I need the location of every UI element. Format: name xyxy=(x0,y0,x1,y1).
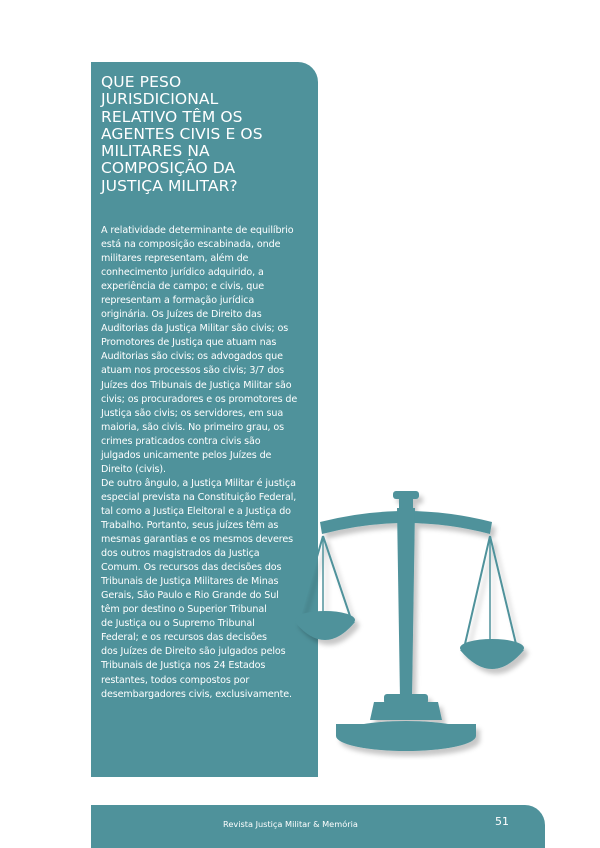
title-line: MILITARES NA xyxy=(101,142,210,161)
body-line: Juízes dos Tribunais de Justiça Militar são xyxy=(101,379,292,391)
body-line: têm por destino o Superior Tribunal xyxy=(101,604,267,616)
body-line: tal como a Justiça Eleitoral e a Justiça do xyxy=(101,505,291,517)
title-line: COMPOSIÇÃO DA xyxy=(101,159,236,178)
body-line: Justiça são civis; os servidores, em sua xyxy=(101,407,284,419)
body-line: está na composição escabinada, onde xyxy=(101,239,281,251)
body-line: De outro ângulo, a Justiça Militar é justiça xyxy=(101,477,296,489)
body-line: A relatividade determinante de equilíbrio xyxy=(101,225,294,236)
body-line: civis; os procuradores e os promotores de xyxy=(101,393,298,405)
body-line: maioria, são civis. No primeiro grau, os xyxy=(101,421,285,433)
body-line: desembargadores civis, exclusivamente. xyxy=(101,688,292,700)
body-line: Tribunais de Justiça Militares de Minas xyxy=(101,576,279,588)
body-line: originária. Os Juízes de Direito das xyxy=(101,309,262,321)
body-line: dos outros magistrados da Justiça xyxy=(101,548,260,560)
body-line: Promotores de Justiça que atuam nas xyxy=(101,337,277,349)
body-line: Tribunais de Justiça nos 24 Estados xyxy=(101,660,266,672)
body-line: atuam nos processos são civis; 3/7 dos xyxy=(101,365,285,377)
title-line: JURISDICIONAL xyxy=(101,90,219,109)
body-line: Trabalho. Portanto, seus juízes têm as xyxy=(101,519,279,531)
body-line: julgados unicamente pelos Juízes de xyxy=(101,449,272,461)
body-line: de Justiça ou o Supremo Tribunal xyxy=(101,618,255,630)
body-line: especial prevista na Constituição Federal, xyxy=(101,491,297,503)
body-line: Auditorias são civis; os advogados que xyxy=(101,351,283,363)
scales-of-justice-icon xyxy=(290,488,590,760)
title-line: JUSTIÇA MILITAR? xyxy=(101,176,238,195)
body-line: Direito (civis). xyxy=(101,463,166,475)
body-line: Gerais, São Paulo e Rio Grande do Sul xyxy=(101,590,279,602)
publication-name: Revista Justiça Militar & Memória xyxy=(223,819,358,829)
title-line: RELATIVO TÊM OS xyxy=(101,107,243,126)
title-line: AGENTES CIVIS E OS xyxy=(101,124,263,143)
page-number: 51 xyxy=(495,815,509,828)
body-line: Comum. Os recursos das decisões dos xyxy=(101,562,282,574)
title-line: QUE PESO xyxy=(101,73,182,91)
article-title xyxy=(101,74,316,195)
body-line: Federal; e os recursos das decisões xyxy=(101,632,267,644)
body-line: crimes praticados contra civis são xyxy=(101,435,261,447)
body-line: representam a formação jurídica xyxy=(101,295,255,307)
body-line: experiência de campo; e civis, que xyxy=(101,281,264,293)
body-line: restantes, todos compostos por xyxy=(101,674,250,686)
body-line: Auditorias da Justiça Militar são civis; os xyxy=(101,323,289,335)
body-line: mesmas garantias e os mesmos deveres xyxy=(101,534,294,546)
body-line: conhecimento jurídico adquirido, a xyxy=(101,267,264,279)
body-line: militares representam, além de xyxy=(101,253,249,265)
body-line: dos Juízes de Direito são julgados pelos xyxy=(101,646,286,658)
